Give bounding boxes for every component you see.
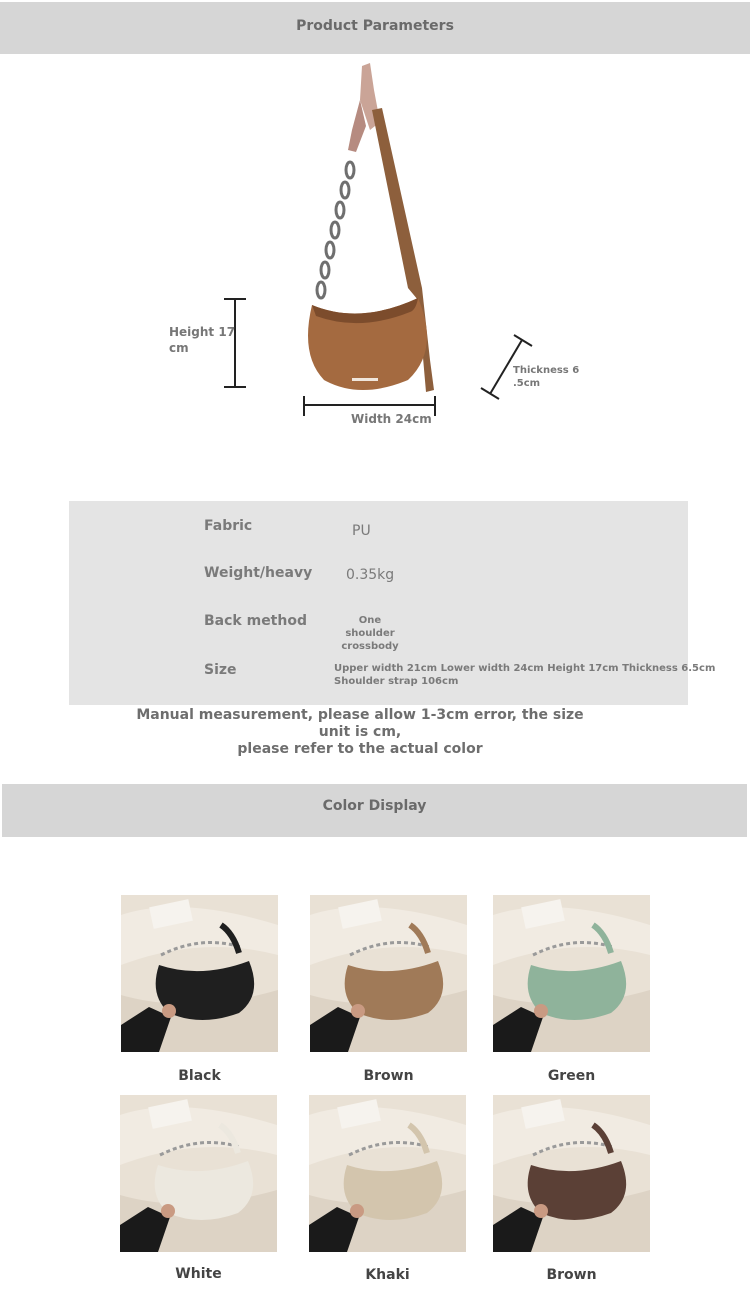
color-swatch-khaki[interactable] [309, 1095, 466, 1252]
width-dimension-cap-left [303, 396, 305, 416]
spec-value-back-method-line1: One shoulder [345, 615, 395, 639]
width-dimension-cap-right [434, 396, 436, 416]
spec-key-fabric: Fabric [204, 518, 253, 534]
spec-key-weight: Weight/heavy [204, 565, 313, 581]
main-bag-image [290, 60, 460, 405]
color-label: Black [178, 1068, 221, 1084]
color-label: Brown [363, 1068, 414, 1084]
thickness-label-line2: .5cm [513, 378, 541, 389]
color-swatch-black[interactable] [121, 895, 278, 1052]
spec-value-weight: 0.35kg [346, 567, 395, 583]
width-dimension-line [304, 404, 435, 406]
color-display-banner [2, 784, 747, 837]
width-label: Width 24cm [351, 412, 432, 426]
section-title: Product Parameters [296, 18, 454, 34]
height-label [169, 324, 235, 356]
height-dimension-cap-top [224, 298, 246, 300]
color-swatch-green[interactable] [493, 895, 650, 1052]
color-swatch-white[interactable] [120, 1095, 277, 1252]
height-label-line1: Height 17 [169, 325, 236, 339]
spec-key-back-method: Back method [204, 613, 307, 629]
height-dimension-cap-bottom [224, 386, 246, 388]
thickness-label-line1: Thickness 6 [513, 365, 580, 376]
measurement-note [120, 707, 600, 758]
color-label: Khaki [365, 1267, 410, 1283]
color-label: White [175, 1266, 222, 1282]
color-label: Green [547, 1068, 596, 1084]
color-swatch-brown[interactable] [493, 1095, 650, 1252]
spec-key-size: Size [204, 662, 237, 678]
color-label: Brown [546, 1267, 597, 1283]
measurement-note-line1: Manual measurement, please allow 1-3cm error, the size unit is cm, [136, 707, 584, 740]
color-swatch-brown[interactable] [310, 895, 467, 1052]
spec-value-size [334, 662, 715, 688]
product-parameters-banner [0, 2, 750, 54]
spec-value-back-method-line2: crossbody [341, 641, 399, 652]
spec-value-size-line1: Upper width 21cm Lower width 24cm Height 17cm Thickness 6.5cm [334, 663, 716, 674]
section-title: Color Display [322, 798, 427, 814]
height-label-line2: cm [169, 341, 189, 355]
measurement-note-line2: please refer to the actual color [237, 741, 483, 757]
specification-table [69, 501, 716, 705]
spec-value-fabric: PU [352, 523, 371, 539]
thickness-label [513, 364, 579, 390]
spec-value-back-method [333, 614, 407, 653]
spec-value-size-line2: Shoulder strap 106cm [334, 676, 459, 687]
